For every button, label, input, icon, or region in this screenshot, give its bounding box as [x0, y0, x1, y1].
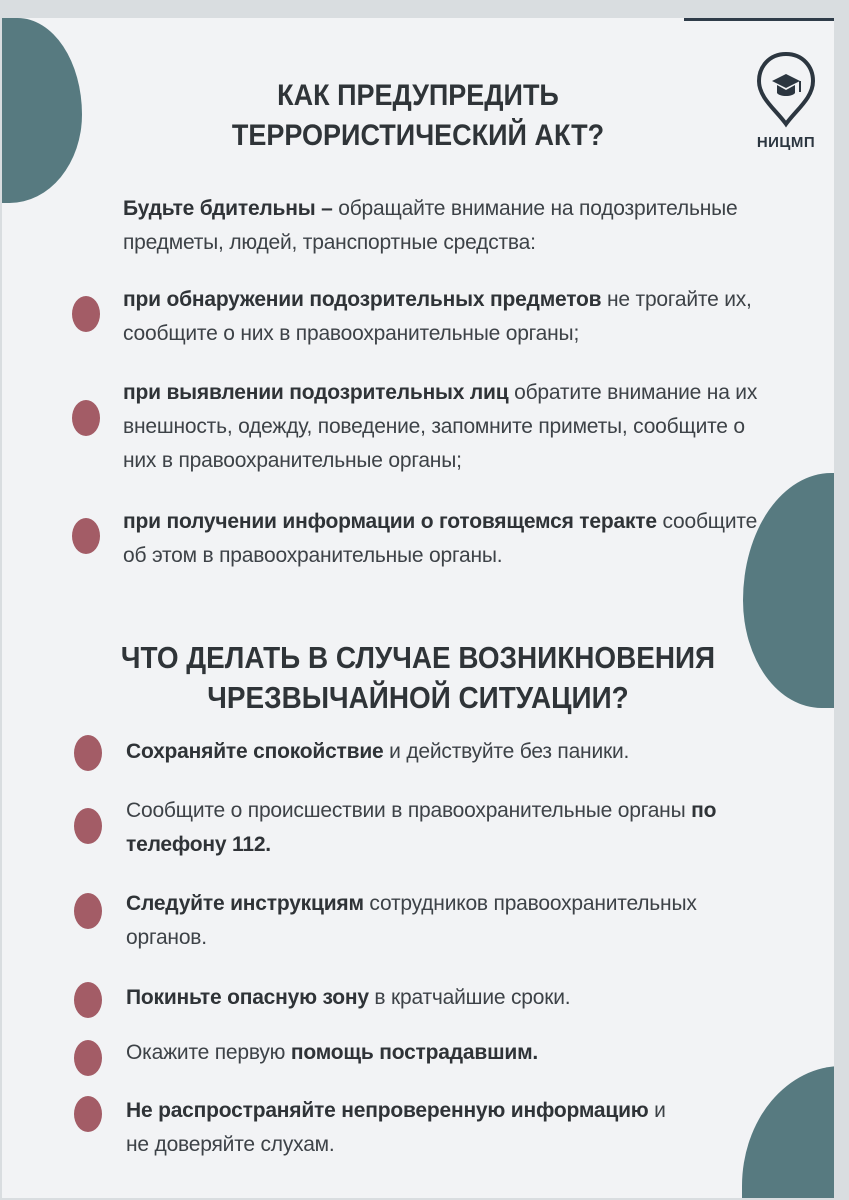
section1-title-line1: КАК ПРЕДУПРЕДИТЬ — [277, 79, 559, 112]
section1-item-3-text: сообщите об этом в правоохранительные органы. — [123, 510, 758, 567]
decorative-blob-bottom-right — [742, 1066, 834, 1198]
section2-item-2 — [126, 794, 736, 862]
bullet-dot — [74, 735, 102, 771]
section2-item-6 — [126, 1094, 686, 1162]
intro-text: обращайте внимание на подозрительные предметы, людей, транспортные средства: — [123, 197, 738, 254]
section2-item-2-before: Сообщите о происшествии в правоохранительные органы — [126, 799, 692, 822]
section1-item-2-bold: при выявлении подозрительных лиц — [123, 381, 509, 404]
section2-item-5 — [126, 1036, 736, 1070]
section1-item-1-text: не трогайте их, сообщите о них в правоохранительные органы; — [123, 288, 752, 345]
section1-item-2 — [123, 376, 763, 478]
section2-item-3 — [126, 887, 736, 955]
section1-intro — [123, 192, 763, 260]
section2-item-4-bold: Покиньте опасную зону — [126, 986, 369, 1009]
section2-item-6-after: и не доверяйте слухам. — [126, 1099, 666, 1156]
section2-item-2-bold: по телефону 112. — [126, 799, 717, 856]
section2-item-4 — [126, 981, 736, 1015]
section1-item-3 — [123, 505, 763, 573]
section2-item-5-bold: помощь пострадавшим. — [290, 1041, 539, 1064]
section2-title — [44, 638, 793, 718]
section2-item-1-bold: Сохраняйте спокойствие — [126, 740, 384, 763]
top-edge-line — [684, 18, 834, 21]
intro-bold: Будьте бдительны – — [123, 197, 333, 220]
section1-item-1-bold: при обнаружении подозрительных предметов — [123, 288, 602, 311]
section1-item-1 — [123, 283, 763, 351]
section2-item-3-after: сотрудников правоохранительных органов. — [126, 892, 697, 949]
section2-item-6-bold: Не распространяйте непроверенную информацию — [126, 1099, 649, 1122]
leaflet-page — [2, 18, 834, 1198]
section1-item-3-bold: при получении информации о готовящемся теракте — [123, 510, 657, 533]
bullet-dot — [74, 1040, 102, 1076]
section2-title-line1: ЧТО ДЕЛАТЬ В СЛУЧАЕ ВОЗНИКНОВЕНИЯ — [120, 640, 716, 675]
bullet-dot — [74, 982, 102, 1018]
section2-item-1-after: и действуйте без паники. — [383, 740, 630, 763]
section1-title — [44, 76, 793, 156]
section2-item-3-bold: Следуйте инструкциям — [126, 892, 364, 915]
bullet-dot — [74, 1096, 102, 1132]
section2-item-1 — [126, 735, 736, 769]
section2-title-line2: ЧРЕЗВЫЧАЙНОЙ СИТУАЦИИ? — [207, 680, 629, 715]
bullet-dot — [74, 893, 102, 929]
bullet-dot — [72, 400, 100, 436]
section2-item-4-after: в кратчайшие сроки. — [368, 986, 571, 1009]
bullet-dot — [72, 518, 100, 554]
section2-item-5-before: Окажите первую — [126, 1041, 291, 1064]
bullet-dot — [74, 808, 102, 844]
logo-text: НИЦМП — [756, 134, 816, 151]
section1-title-line2: ТЕРРОРИСТИЧЕСКИЙ АКТ? — [231, 119, 605, 152]
bullet-dot — [72, 296, 100, 332]
section1-item-2-text: обратите внимание на их внешность, одежду, поведение, запомните приметы, сообщите о них в правоохранительные органы; — [123, 381, 758, 472]
